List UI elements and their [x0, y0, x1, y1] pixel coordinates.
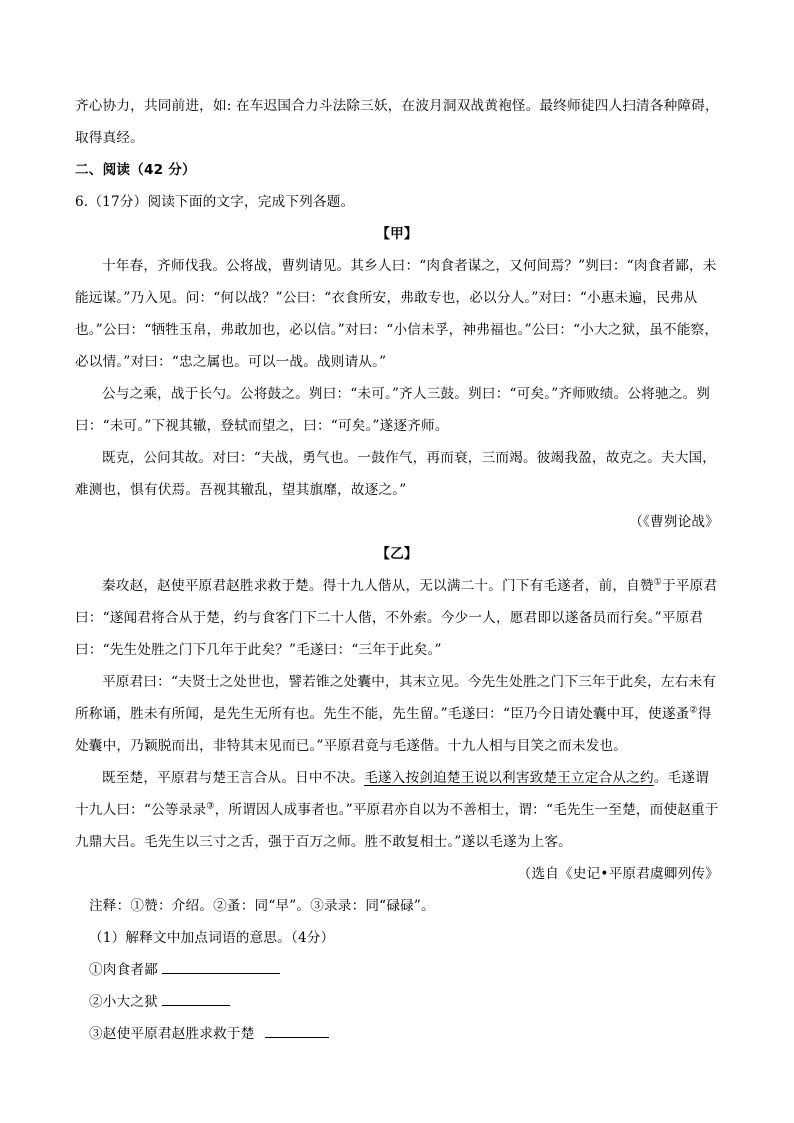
- intro-line-2: 取得真经。: [75, 130, 144, 146]
- answer-item-2: [75, 986, 719, 1018]
- passage-a-paragraph-3: 既克，公问其故。对曰：“夫战，勇气也。一鼓作气，再而衰，三而竭。彼竭我盈，故克之。夫大国，难测也，惧有伏焉。吾视其辙乱，望其旗靡，故逐之。”: [75, 450, 717, 498]
- question-header: 6.（17分）阅读下面的文字，完成下列各题。: [75, 194, 355, 210]
- answer-blank-2[interactable]: [162, 1004, 230, 1006]
- intro-line-1: 齐心协力，共同前进，如: 在车迟国合力斗法除三妖，在波月洞双战黄袍怪。最终师徒四人扫清各种障碍，: [75, 98, 719, 114]
- passage-a-paragraph-1: 十年春，齐师伐我。公将战，曹刿请见。其乡人曰：“肉食者谋之，又何间焉？”刿曰：“肉食者鄙，未能远谋。”乃入见。问：“何以战？”公曰：“衣食所安，弗敢专也，必以分人。”对曰：“小惠未遍，民弗从也。”公曰：“牺牲玉帛，弗敢加也，必以信。”对曰：“小信未孚，神弗福也。”公曰：“小大之狱，虽不能察，必以情。”对曰：“忠之属也。可以一战。战则请从。”: [75, 258, 719, 370]
- answer-item-1: [75, 954, 719, 986]
- footnote-marker-2: ②: [689, 705, 698, 716]
- answer-item-3: [75, 1018, 719, 1050]
- passage-b-paragraph-3: [75, 762, 719, 858]
- underlined-sentence: 毛遂入按剑迫楚王说以利害致楚王立定合从之约: [364, 770, 654, 786]
- annotations: 注释：①赞：介绍。②蚤：同“早”。③录录：同“碌碌”。: [89, 898, 435, 914]
- passage-b-p3-text-b: 。毛遂谓十九人曰：“公等录录: [75, 770, 709, 818]
- passage-b-p1-text-a: 秦攻赵，赵使平原君赵胜求救于楚。得十九人偕从，无以满二十。门下有毛遂者，前，自赞: [102, 578, 654, 594]
- exam-sheet: [75, 90, 719, 1050]
- answer-blank-1[interactable]: [162, 972, 280, 974]
- passage-b-p3-text-c: ，所谓因人成事者也。”平原君亦自以为不善相士，谓：“毛先生一至楚，而使赵重于九鼎大吕。毛先生以三寸之舌，强于百万之师。胜不敢复相士。”遂以毛遂为上客。: [75, 802, 719, 850]
- passage-b-p3-text-a: 既至楚，平原君与楚王言合从。日中不决。: [102, 770, 365, 786]
- passage-a-paragraph-2: 公与之乘，战于长勺。公将鼓之。刿曰：“未可。”齐人三鼓。刿曰：“可矣。”齐师败绩。公将驰之。刿曰：“未可。”下视其辙，登轼而望之，曰：“可矣。”遂逐齐师。: [75, 386, 711, 434]
- answer-item-2-label: ②小大之狱: [89, 994, 158, 1010]
- passage-b-paragraph-2: [75, 666, 719, 762]
- footnote-marker-1: ①: [653, 577, 663, 588]
- passage-b-p1-text-b: 于平原君曰：“遂闻君将合从于楚，约与食客门下二十人偕，不外索。今少一人，愿君即以遂备员而行矣。”平原君曰：“先生处胜之门下几年于此矣？”毛遂曰：“三年于此矣。”: [75, 578, 718, 658]
- passage-a-title: 【甲】: [376, 226, 418, 242]
- subquestion-1: （1）解释文中加点词语的意思。（4分）: [89, 930, 335, 946]
- footnote-marker-3: ③: [206, 801, 215, 812]
- section-title: 二、阅读（42 分）: [75, 162, 196, 178]
- passage-b-paragraph-1: [75, 570, 719, 666]
- passage-a-source: （《曹刿论战》: [629, 514, 719, 530]
- passage-b-p2-text-b: 得处囊中，乃颖脱而出，非特其末见而已。”平原君竟与毛遂偕。十九人相与目笑之而未发也。: [75, 706, 712, 754]
- answer-item-1-label: ①肉食者鄙: [89, 962, 158, 978]
- answer-blank-3[interactable]: [265, 1036, 329, 1038]
- passage-b-title: 【乙】: [376, 546, 418, 562]
- answer-item-3-label: ③赵使平原君赵胜求救于楚: [89, 1026, 255, 1042]
- passage-b-p2-text-a: 平原君曰：“夫贤士之处世也，譬若锥之处囊中，其末立见。今先生处胜之门下三年于此矣，左右未有所称诵，胜未有所闻，是先生无所有也。先生不能，先生留。”毛遂曰：“臣乃今日请处囊中耳，使遂蚤: [75, 674, 717, 722]
- passage-b-source: （选自《史记•平原君虞卿列传》: [517, 866, 719, 882]
